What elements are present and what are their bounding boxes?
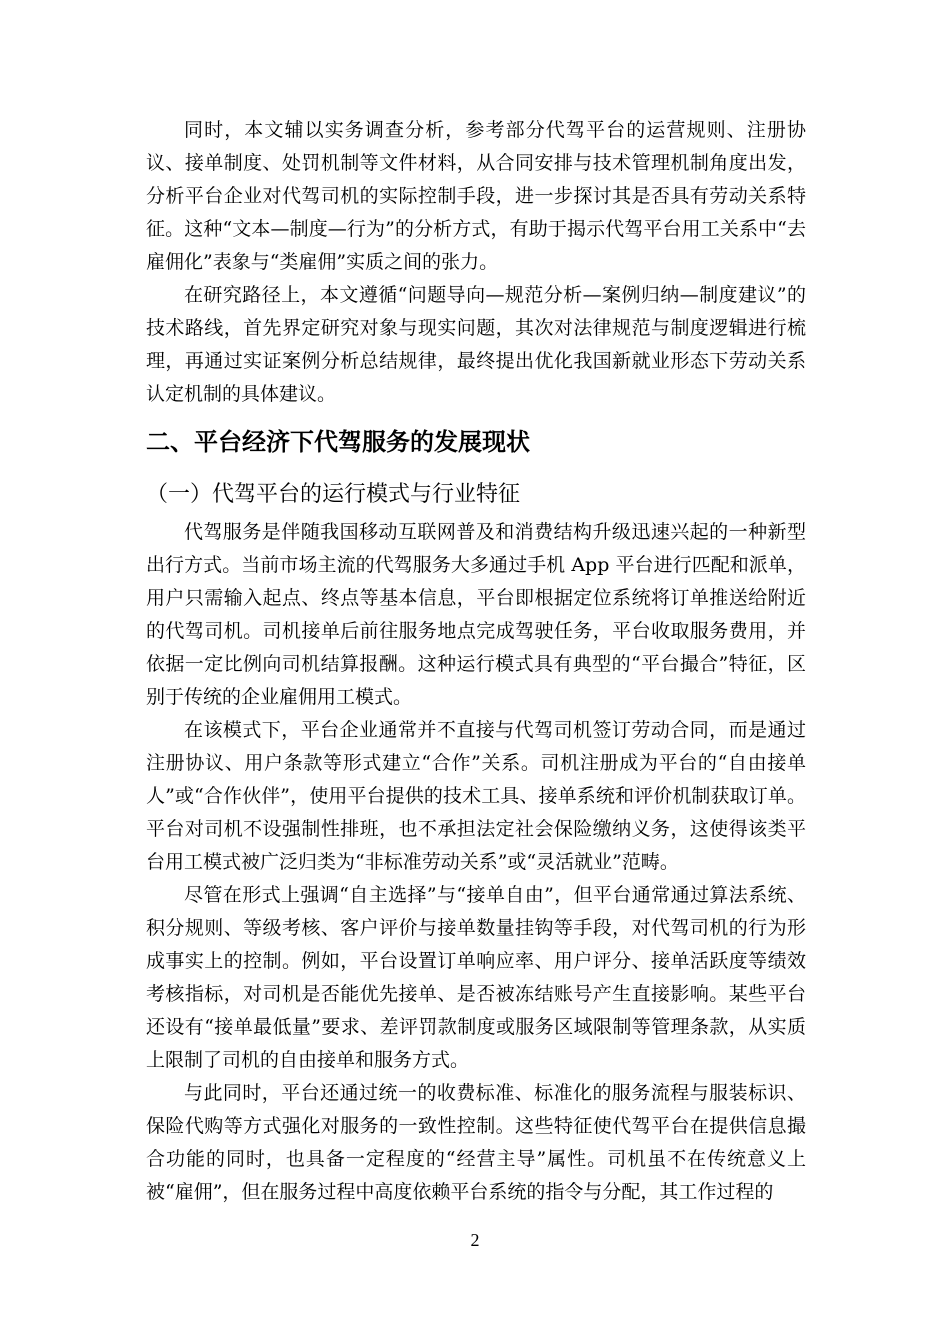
intro-text-block xyxy=(146,114,806,411)
section-paragraph-3: 尽管在形式上强调“自主选择”与“接单自由”，但平台通常通过算法系统、积分规则、等级考核、客户评价与接单数量挂钩等手段，对代驾司机的行为形成事实上的控制。例如，平台设置订单响应率、用户评分、接单活跃度等绩效考核指标，对司机是否能优先接单、是否被冻结账号产生直接影响。某些平台还设有“接单最低量”要求、差评罚款制度或服务区域限制等管理条款，从实质上限制了司机的自由接单和服务方式。 xyxy=(146,884,806,1071)
section-paragraph-1: 代驾服务是伴随我国移动互联网普及和消费结构升级迅速兴起的一种新型出行方式。当前市场主流的代驾服务大多通过手机 App 平台进行匹配和派单，用户只需输入起点、终点等基本信息，平台即根据定位系统将订单推送给附近的代驾司机。司机接单后前往服务地点完成驾驶任务，平台收取服务费用，并依据一定比例向司机结算报酬。这种运行模式具有典型的“平台撮合”特征，区别于传统的企业雇佣用工模式。 xyxy=(146,521,806,708)
subsection-heading: （一）代驾平台的运行模式与行业特征 xyxy=(146,482,521,507)
intro-paragraph-2: 在研究路径上，本文遵循“问题导向—规范分析—案例归纳—制度建议”的技术路线，首先界定研究对象与现实问题，其次对法律规范与制度逻辑进行梳理，再通过实证案例分析总结规律，最终提出优化我国新就业形态下劳动关系认定机制的具体建议。 xyxy=(146,284,806,405)
page-number: 2 xyxy=(470,1230,480,1250)
intro-paragraph-1: 同时，本文辅以实务调查分析，参考部分代驾平台的运营规则、注册协议、接单制度、处罚机制等文件材料，从合同安排与技术管理机制角度出发，分析平台企业对代驾司机的实际控制手段，进一步探讨其是否具有劳动关系特征。这种“文本—制度—行为”的分析方式，有助于揭示代驾平台用工关系中“去雇佣化”表象与“类雇佣”实质之间的张力。 xyxy=(146,119,806,273)
section-paragraph-2: 在该模式下，平台企业通常并不直接与代驾司机签订劳动合同，而是通过注册协议、用户条款等形式建立“合作”关系。司机注册成为平台的“自由接单人”或“合作伙伴”，使用平台提供的技术工具、接单系统和评价机制获取订单。平台对司机不设强制性排班，也不承担法定社会保险缴纳义务，这使得该类平台用工模式被广泛归类为“非标准劳动关系”或“灵活就业”范畴。 xyxy=(146,719,806,873)
section-text-block xyxy=(146,516,806,1209)
section-heading: 二、平台经济下代驾服务的发展现状 xyxy=(146,428,530,456)
section-paragraph-4: 与此同时，平台还通过统一的收费标准、标准化的服务流程与服装标识、保险代购等方式强化对服务的一致性控制。这些特征使代驾平台在提供信息撮合功能的同时，也具备一定程度的“经营主导”属性。司机虽不在传统意义上被“雇佣”，但在服务过程中高度依赖平台系统的指令与分配，其工作过程的 xyxy=(146,1082,806,1203)
